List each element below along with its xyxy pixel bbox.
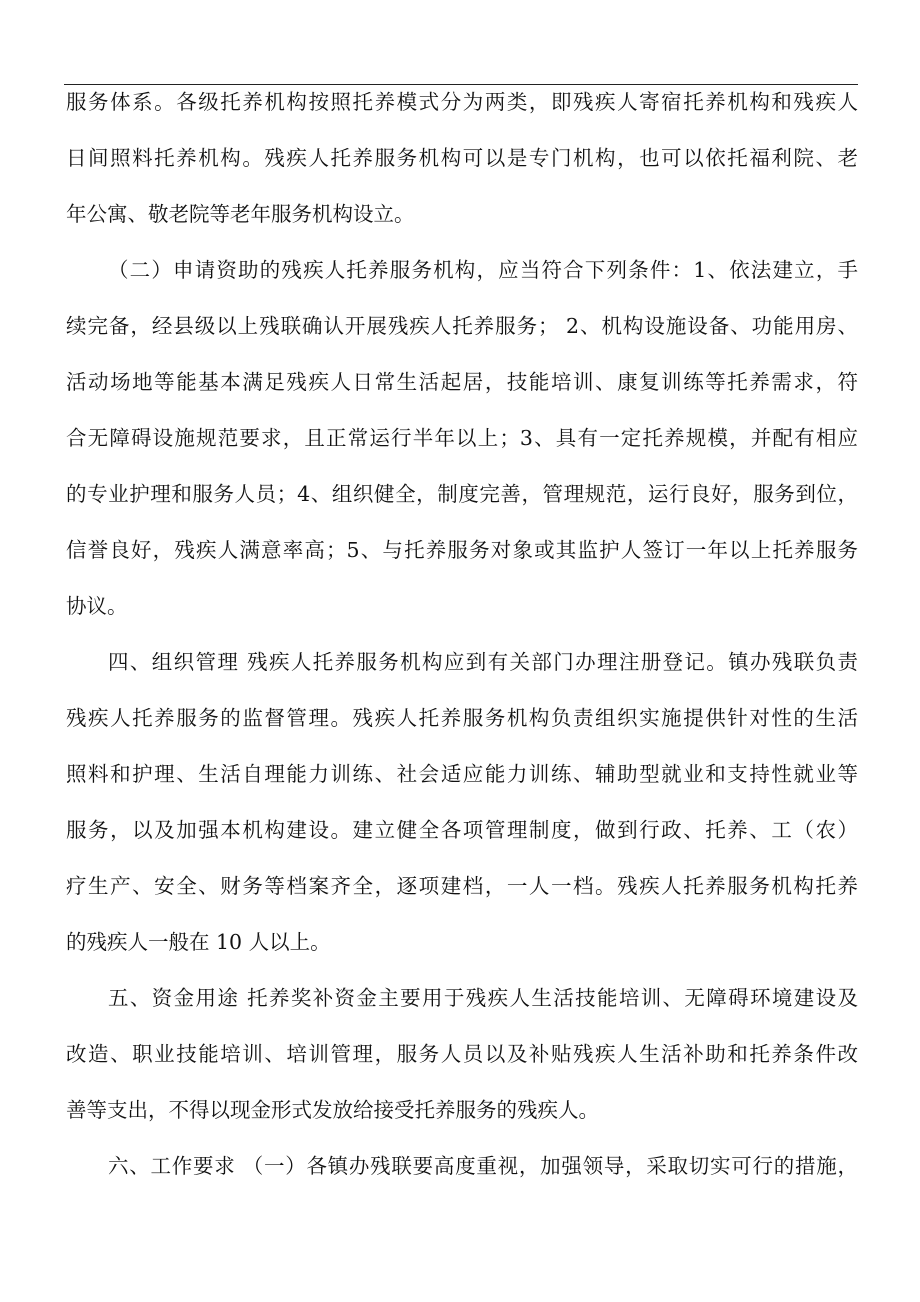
text-line: 日间照料托养机构。残疾人托养服务机构可以是专门机构，也可以依托福利院、老 [66, 146, 858, 170]
text-line: 六、工作要求 （一）各镇办残联要高度重视，加强领导，采取切实可行的措施， [108, 1154, 858, 1178]
text-line: 疗生产、安全、财务等档案齐全，逐项建档，一人一档。残疾人托养服务机构托养 [66, 874, 858, 898]
text-line: 残疾人托养服务的监督管理。残疾人托养服务机构负责组织实施提供针对性的生活 [66, 706, 858, 730]
text-line: 的残疾人一般在 10 人以上。 [66, 930, 331, 954]
text-line: 协议。 [66, 594, 128, 618]
text-line: 改造、职业技能培训、培训管理，服务人员以及补贴残疾人生活补助和托养条件改 [66, 1042, 858, 1066]
text-line: （二）申请资助的残疾人托养服务机构，应当符合下列条件：1、依法建立，手 [108, 258, 858, 282]
text-line: 四、组织管理 残疾人托养服务机构应到有关部门办理注册登记。镇办残联负责 [108, 650, 858, 674]
text-line: 善等支出，不得以现金形式发放给接受托养服务的残疾人。 [66, 1098, 599, 1122]
text-line: 五、资金用途 托养奖补资金主要用于残疾人生活技能培训、无障碍环境建设及 [108, 986, 858, 1010]
text-line: 合无障碍设施规范要求，且正常运行半年以上；3、具有一定托养规模，并配有相应 [66, 426, 858, 450]
text-line: 活动场地等能基本满足残疾人日常生活起居，技能培训、康复训练等托养需求，符 [66, 370, 858, 394]
text-line: 信誉良好，残疾人满意率高；5、与托养服务对象或其监护人签订一年以上托养服务 [66, 538, 858, 562]
text-line: 年公寓、敬老院等老年服务机构设立。 [66, 202, 415, 226]
text-line: 照料和护理、生活自理能力训练、社会适应能力训练、辅助型就业和支持性就业等 [66, 762, 858, 786]
text-line: 的专业护理和服务人员；4、组织健全，制度完善，管理规范，运行良好，服务到位， [66, 482, 858, 506]
text-line: 服务体系。各级托养机构按照托养模式分为两类，即残疾人寄宿托养机构和残疾人 [66, 90, 858, 114]
text-line: 续完备，经县级以上残联确认开展残疾人托养服务； 2、机构设施设备、功能用房、 [66, 314, 858, 338]
text-line: 服务，以及加强本机构建设。建立健全各项管理制度，做到行政、托养、工（农） [66, 818, 858, 842]
